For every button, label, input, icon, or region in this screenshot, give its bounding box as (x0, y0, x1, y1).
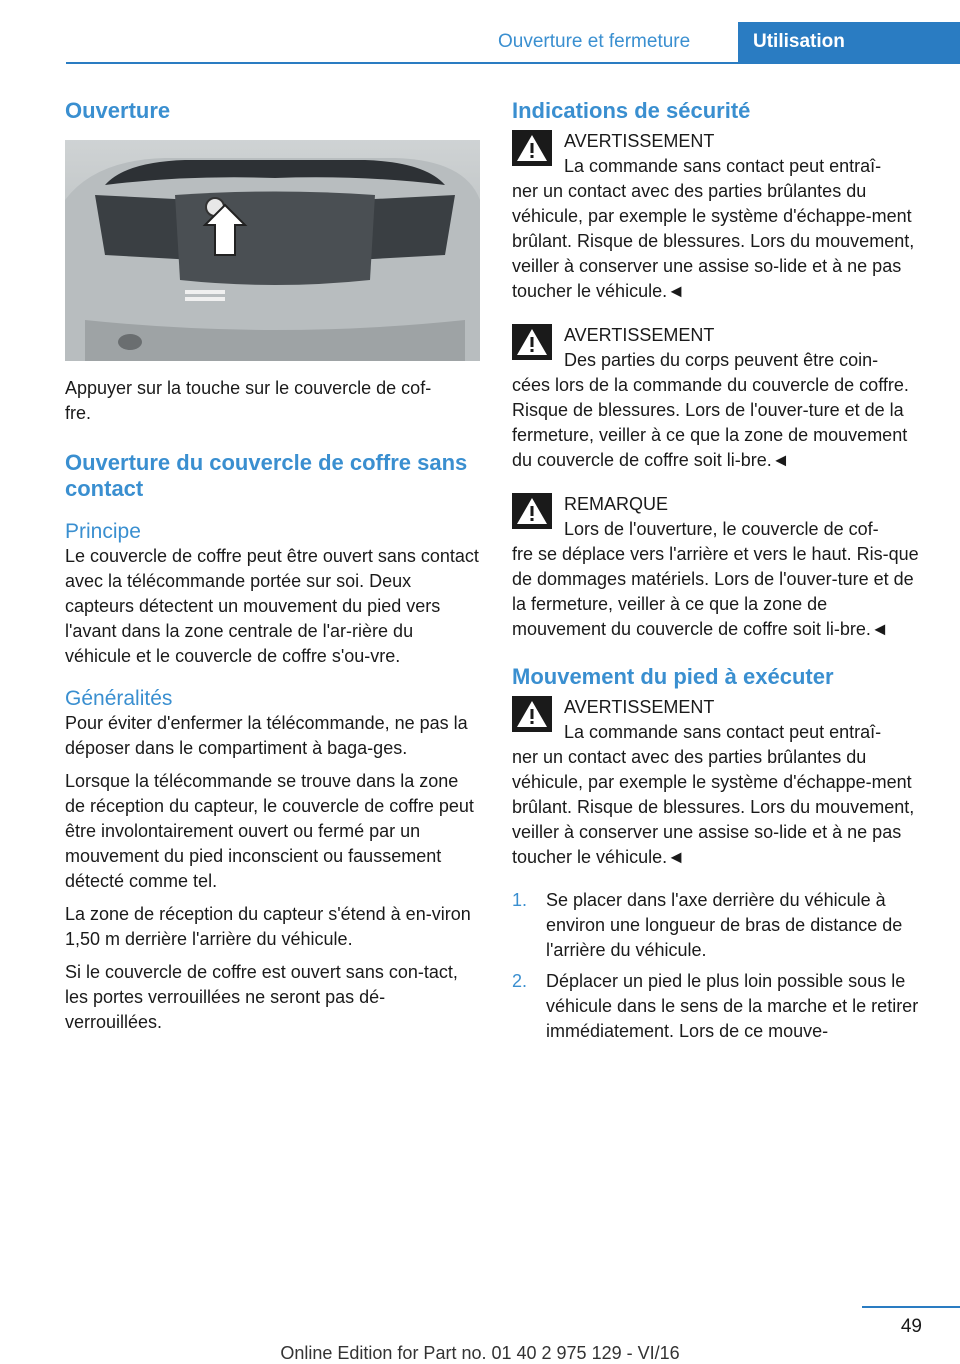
warning-title: AVERTISSEMENT (564, 325, 715, 345)
right-column (512, 98, 924, 1050)
step-text: Déplacer un pied le plus loin possible sous le véhicule dans le sens de la marche et le retirer immédiatement. Lors de ce mouve- (546, 971, 919, 1041)
list-item (512, 969, 924, 1044)
footer-rule (862, 1306, 960, 1308)
warning-triangle-icon (512, 696, 552, 732)
steps-list (512, 888, 924, 1044)
note-title: REMARQUE (564, 494, 669, 514)
step-number: 1. (512, 890, 528, 910)
step-number: 2. (512, 971, 528, 991)
edition-footer: Online Edition for Part no. 01 40 2 975 129 - VI/16 (280, 1343, 680, 1363)
header-chapter-tab[interactable]: Utilisation (738, 22, 960, 64)
warning-block-1 (512, 128, 924, 304)
paragraph-generalites-3: La zone de réception du capteur s'étend à en-viron 1,50 m derrière l'arrière du véhicule. (65, 904, 471, 949)
trunk-illustration (65, 140, 480, 361)
heading-mouvement: Mouvement du pied à exécuter (512, 664, 834, 689)
note-text-rest: fre se déplace vers l'arrière et vers le haut. Ris-que de dommages matériels. Lors de l'ouver-ture et de la fermeture, veiller à ce que la zone de mouvement du couvercle de coffre soit li-bre.◄ (512, 544, 919, 639)
warning-text-first: La commande sans contact peut entraî- (564, 156, 882, 176)
page-number: 49 (900, 1316, 922, 1337)
warning-title: AVERTISSEMENT (564, 131, 715, 151)
warning-text-rest: ner un contact avec des parties brûlantes du véhicule, par exemple le système d'échappe-ment brûlant. Risque de blessures. Lors du mouvement, veiller à conserver une assise so-lide et à ne pas toucher le véhicule.◄ (512, 747, 915, 867)
warning-triangle-icon (512, 493, 552, 529)
heading-generalites: Généralités (65, 687, 173, 710)
paragraph-generalites-1: Pour éviter d'enfermer la télécommande, ne pas la déposer dans le compartiment à baga-ges. (65, 713, 468, 758)
list-item (512, 888, 924, 963)
paragraph-principe: Le couvercle de coffre peut être ouvert sans contact avec la télécommande portée sur soi. Deux capteurs détectent un mouvement du pied vers l'avant dans la zone centrale de l'ar-rière du véhicule et le couvercle de coffre s'ou-vre. (65, 546, 479, 666)
step-text: Se placer dans l'axe derrière du véhicule à environ une longueur de bras de distance de l'arrière du véhicule. (546, 890, 903, 960)
warning-text-rest: cées lors de la commande du couvercle de coffre. Risque de blessures. Lors de l'ouver-ture et de la fermeture, veiller à ce que la zone de mouvement du couvercle de coffre soit li-bre.◄ (512, 375, 909, 470)
warning-block-3 (512, 694, 924, 870)
warning-title: AVERTISSEMENT (564, 697, 715, 717)
note-block (512, 491, 924, 642)
warning-triangle-icon (512, 324, 552, 360)
heading-principe: Principe (65, 520, 141, 543)
warning-text-first: La commande sans contact peut entraî- (564, 722, 882, 742)
paragraph-generalites-4: Si le couvercle de coffre est ouvert sans con-tact, les portes verrouillées ne seront pas dé-verrouillées. (65, 962, 458, 1032)
heading-securite: Indications de sécurité (512, 98, 751, 123)
warning-text-first: Des parties du corps peuvent être coin- (564, 350, 879, 370)
warning-text-rest: ner un contact avec des parties brûlantes du véhicule, par exemple le système d'échappe-ment brûlant. Risque de blessures. Lors du mouvement, veiller à conserver une assise so-lide et à ne pas toucher le véhicule.◄ (512, 181, 915, 301)
figure-caption: Appuyer sur la touche sur le couvercle de cof- fre. (65, 378, 432, 423)
warning-block-2 (512, 322, 924, 473)
warning-triangle-icon (512, 130, 552, 166)
paragraph-generalites-2: Lorsque la télécommande se trouve dans la zone de réception du capteur, le couvercle de coffre peut être involontairement ouvert ou fermé par un mouvement du pied inconscient ou faussement détecté comme tel. (65, 771, 474, 891)
header-rule (66, 62, 738, 64)
header-section-title: Ouverture et fermeture (498, 31, 691, 52)
note-text-first: Lors de l'ouverture, le couvercle de cof- (564, 519, 879, 539)
heading-ouverture: Ouverture (65, 98, 171, 123)
left-column (65, 98, 480, 1035)
heading-sans-contact: Ouverture du couvercle de coffre sans contact (65, 450, 468, 501)
